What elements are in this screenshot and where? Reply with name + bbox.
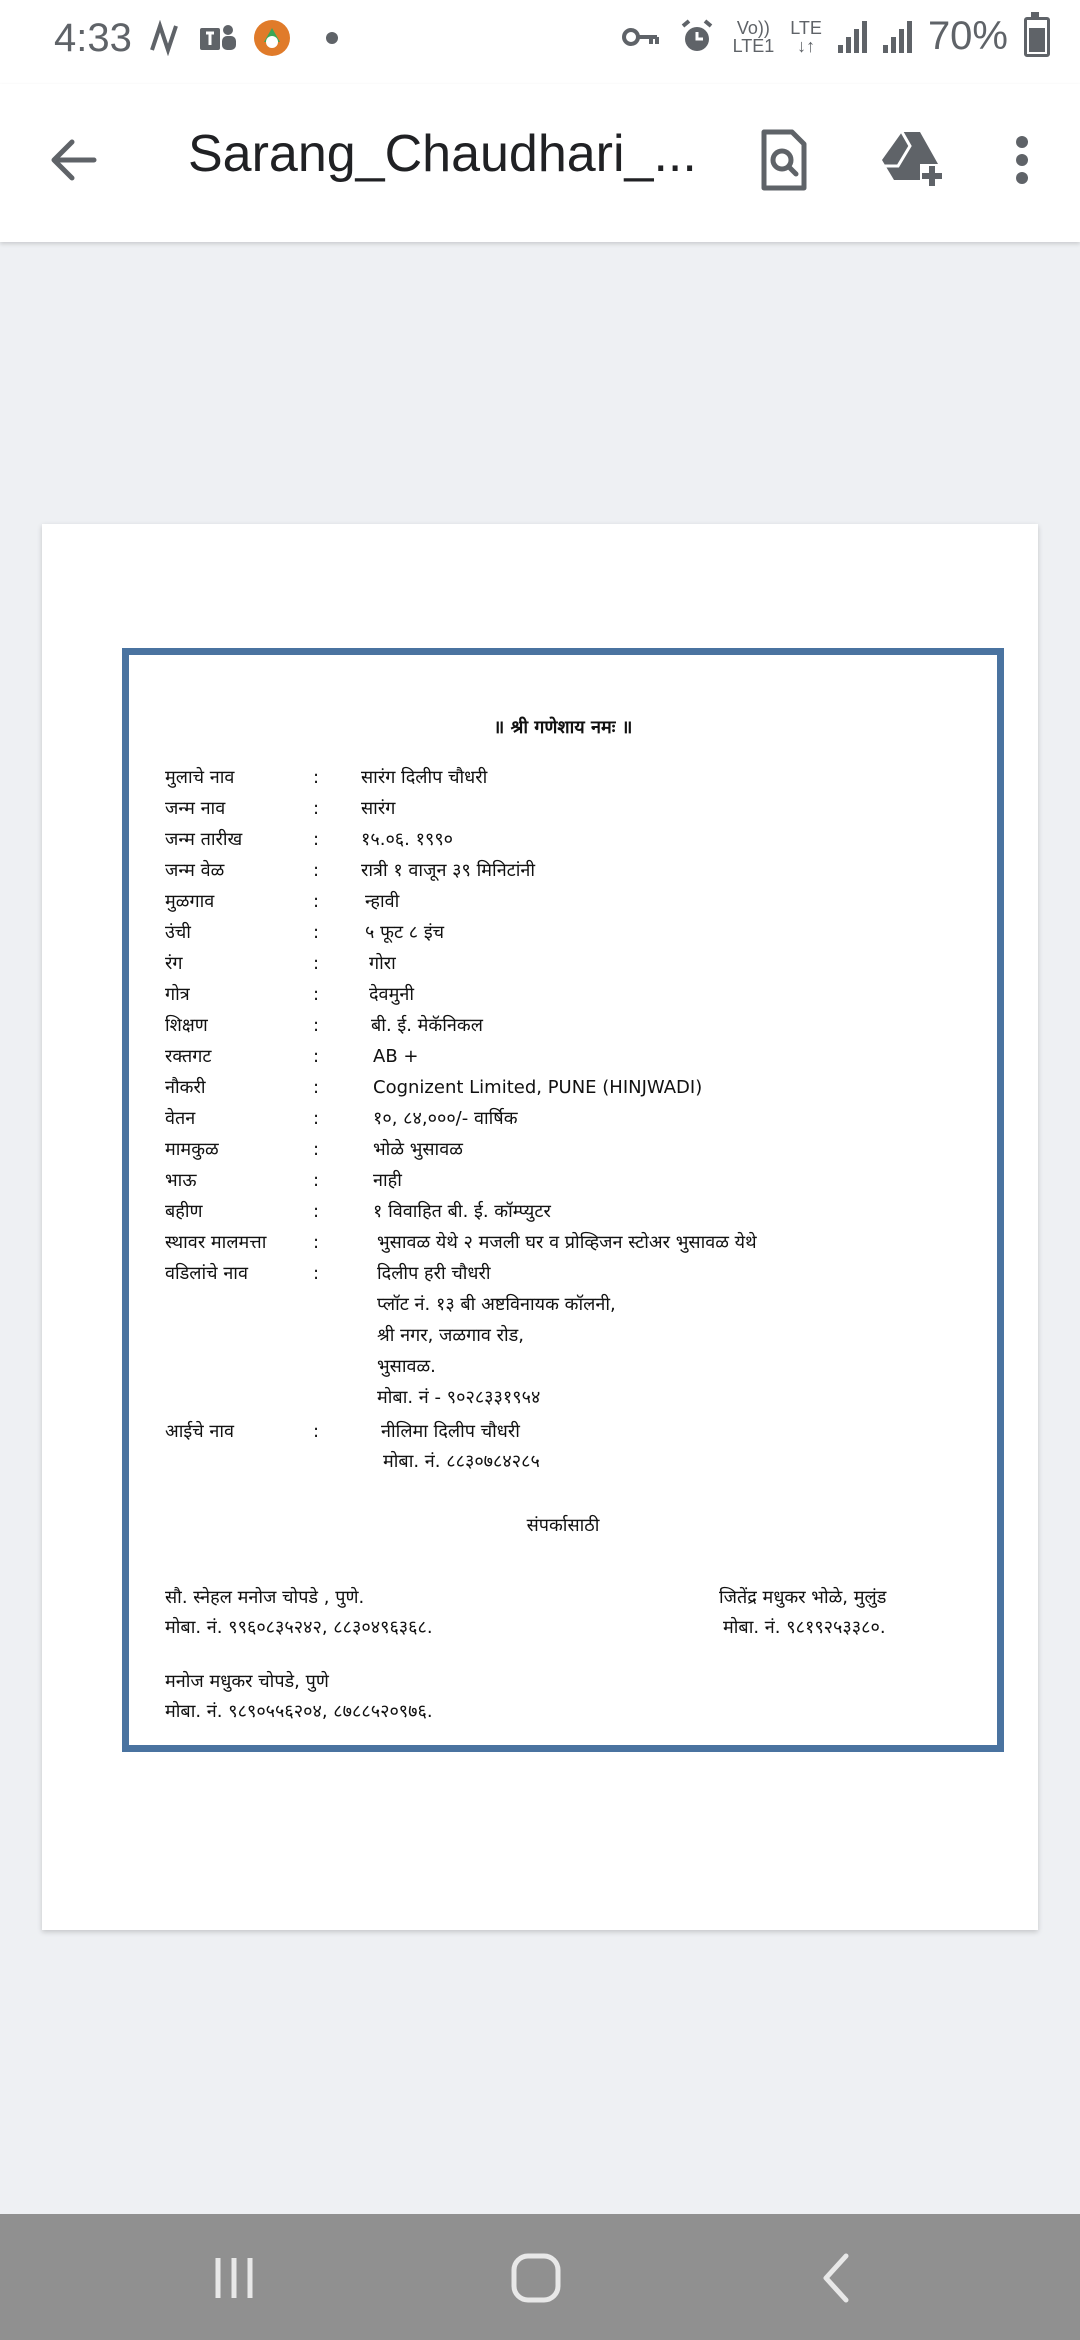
battery-icon <box>1024 17 1050 57</box>
contact-heading: संपर्कासाठी <box>526 1515 600 1536</box>
more-notifications-dot <box>326 32 338 44</box>
signal-strength-1-icon <box>838 21 867 53</box>
row-colon: : <box>313 860 320 881</box>
signal-strength-2-icon <box>883 21 912 53</box>
home-icon[interactable] <box>506 2248 566 2308</box>
row-colon: : <box>313 829 320 850</box>
row-colon: : <box>313 953 320 974</box>
row-value: गोरा <box>369 953 396 974</box>
row-value: १ विवाहित बी. ई. कॉम्प्युटर <box>373 1201 551 1222</box>
pdf-page[interactable] <box>42 524 1038 1930</box>
contact-name: मनोज मधुकर चोपडे, पुणे <box>165 1671 329 1692</box>
recent-apps-icon[interactable] <box>204 2248 264 2308</box>
row-label: आईचे नाव <box>165 1421 235 1442</box>
row-value: रात्री १ वाजून ३९ मिनिटांनी <box>361 860 536 881</box>
contact-mobile: मोबा. नं. ९८१९२५३३८०. <box>723 1617 886 1638</box>
row-colon: : <box>313 1046 320 1067</box>
notification-icons <box>144 18 338 58</box>
back-arrow-icon[interactable] <box>44 130 104 190</box>
row-label: जन्म तारीख <box>165 829 243 850</box>
network-label: LTE <box>790 17 822 38</box>
row-colon: : <box>313 1015 320 1036</box>
row-label: मुलाचे नाव <box>165 767 235 788</box>
row-value: सारंग <box>361 798 396 819</box>
row-value: नीलिमा दिलीप चौधरी <box>381 1421 520 1442</box>
address-line: भुसावळ. <box>377 1356 436 1377</box>
volte-indicator <box>733 19 775 55</box>
row-label: बहीण <box>165 1201 203 1222</box>
row-colon: : <box>313 1108 320 1129</box>
row-value: भोळे भुसावळ <box>373 1139 463 1160</box>
row-colon: : <box>313 1077 320 1098</box>
status-time: 4:33 <box>54 16 132 60</box>
lte-indicator: LTE ↓↑ <box>790 17 822 56</box>
row-label: वडिलांचे नाव <box>165 1263 248 1284</box>
alarm-icon <box>677 17 717 57</box>
back-icon[interactable] <box>808 2248 868 2308</box>
address-line: मोबा. नं - ९०२८३३१९५४ <box>377 1387 541 1408</box>
n-app-icon <box>144 18 184 58</box>
row-value: बी. ई. मेकॅनिकल <box>371 1015 483 1036</box>
row-colon: : <box>313 922 320 943</box>
row-value: ५ फूट ८ इंच <box>365 922 445 943</box>
system-icons <box>621 14 1050 59</box>
row-value: देवमुनी <box>369 984 414 1005</box>
row-label: मामकुळ <box>165 1139 219 1160</box>
drive-add-icon[interactable] <box>876 124 948 196</box>
status-bar <box>0 0 1080 84</box>
document-title: Sarang_Chaudhari_... <box>188 125 697 183</box>
row-label: वेतन <box>165 1108 196 1129</box>
row-label: रक्तगट <box>165 1046 212 1067</box>
biodata-document <box>129 655 997 1745</box>
row-colon: : <box>313 767 320 788</box>
row-value: १०, ८४,०००/- वार्षिक <box>373 1108 518 1129</box>
row-value: AB + <box>373 1046 419 1067</box>
address-line: श्री नगर, जळगाव रोड, <box>377 1325 524 1346</box>
row-label: रंग <box>165 953 183 974</box>
row-label: भाऊ <box>165 1170 197 1191</box>
contact-name: सौ. स्नेहल मनोज चोपडे , पुणे. <box>165 1587 365 1608</box>
contact-name: जितेंद्र मधुकर भोळे, मुलुंड <box>719 1587 887 1608</box>
contact-mobile: मोबा. नं. ९८९०५५६२०४, ८७८८५२०९७६. <box>165 1701 433 1722</box>
battery-percent: 70% <box>927 14 1008 58</box>
lte1-label: LTE1 <box>732 35 775 56</box>
volte-label: Vo)) <box>736 17 770 38</box>
row-label: मुळगाव <box>165 891 215 912</box>
row-value: नाही <box>373 1170 402 1191</box>
address-line: प्लॉट नं. १३ बी अष्टविनायक कॉलनी, <box>377 1294 616 1315</box>
row-value: Cognizent Limited, PUNE (HINJWADI) <box>373 1077 703 1098</box>
row-colon: : <box>313 798 320 819</box>
teams-icon <box>198 18 238 58</box>
row-label: गोत्र <box>165 984 190 1005</box>
row-colon: : <box>313 1421 320 1442</box>
row-colon: : <box>313 1139 320 1160</box>
app-badge-icon <box>252 18 292 58</box>
row-value: दिलीप हरी चौधरी <box>377 1263 491 1284</box>
app-bar <box>0 84 1080 242</box>
row-value: सारंग दिलीप चौधरी <box>361 767 488 788</box>
document-search-icon[interactable] <box>748 124 820 196</box>
mother-mobile: मोबा. नं. ८८३०७८४२८५ <box>383 1451 540 1472</box>
row-colon: : <box>313 984 320 1005</box>
row-value: १५.०६. १९९० <box>361 829 454 850</box>
navigation-bar <box>0 2214 1080 2340</box>
document-heading: ॥ श्री गणेशाय नमः ॥ <box>493 717 633 738</box>
row-value: न्हावी <box>365 891 400 912</box>
row-label: जन्म वेळ <box>165 860 225 881</box>
row-label: जन्म नाव <box>165 798 226 819</box>
contact-mobile: मोबा. नं. ९९६०८३५२४२, ८८३०४९६३६८. <box>165 1617 433 1638</box>
document-border <box>122 648 1004 1752</box>
row-colon: : <box>313 891 320 912</box>
row-colon: : <box>313 1263 320 1284</box>
row-label: शिक्षण <box>165 1015 208 1036</box>
row-colon: : <box>313 1201 320 1222</box>
row-label: नौकरी <box>165 1077 206 1098</box>
vpn-key-icon <box>621 17 661 57</box>
row-colon: : <box>313 1232 320 1253</box>
row-value: भुसावळ येथे २ मजली घर व प्रोव्हिजन स्टोअर भुसावळ येथे <box>377 1232 757 1253</box>
more-vert-icon[interactable] <box>986 124 1058 196</box>
row-colon: : <box>313 1170 320 1191</box>
row-label: स्थावर मालमत्ता <box>165 1232 267 1253</box>
row-label: उंची <box>165 922 191 943</box>
